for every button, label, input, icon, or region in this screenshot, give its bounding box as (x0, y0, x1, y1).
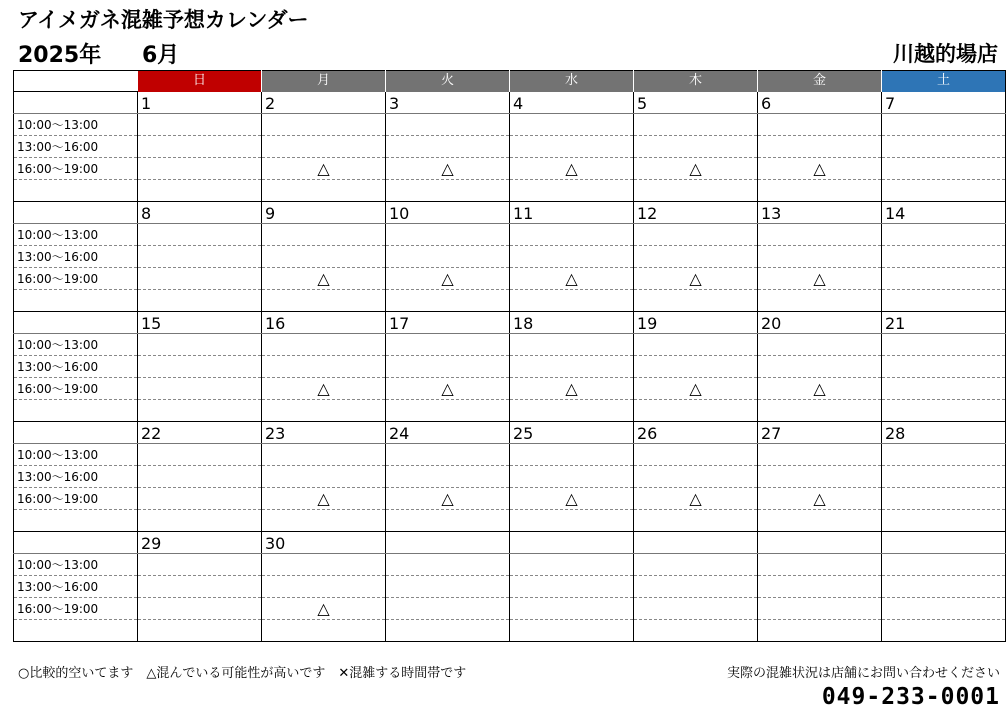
day-number: 13 (758, 202, 882, 224)
crowd-mark (510, 180, 634, 202)
crowd-mark (882, 224, 1006, 246)
day-number: 23 (262, 422, 386, 444)
crowd-mark (634, 180, 758, 202)
crowd-mark (758, 290, 882, 312)
crowd-mark (882, 290, 1006, 312)
day-number: 30 (262, 532, 386, 554)
crowd-mark: △ (634, 158, 758, 180)
crowd-mark (510, 334, 634, 356)
crowd-mark (510, 620, 634, 642)
crowd-mark (262, 444, 386, 466)
time-slot-row (14, 224, 1006, 246)
time-slot-label: 13:00～16:00 (14, 466, 138, 488)
time-slot-label: 10:00～13:00 (14, 224, 138, 246)
crowd-mark: △ (262, 598, 386, 620)
crowd-mark (262, 246, 386, 268)
crowd-mark (634, 114, 758, 136)
month-label: 6月 (142, 43, 180, 68)
crowd-mark (510, 356, 634, 378)
time-slot-label: 16:00～19:00 (14, 268, 138, 290)
time-slot-label: 16:00～19:00 (14, 378, 138, 400)
crowd-mark (138, 246, 262, 268)
day-number: 9 (262, 202, 386, 224)
crowd-mark (138, 510, 262, 532)
crowd-mark (510, 576, 634, 598)
weekday-header: 土 (882, 71, 1006, 92)
crowd-mark (510, 114, 634, 136)
time-slot-label: 16:00～19:00 (14, 488, 138, 510)
time-slot-row (14, 620, 1006, 642)
day-number: 27 (758, 422, 882, 444)
weekday-header: 火 (386, 71, 510, 92)
day-number: 8 (138, 202, 262, 224)
crowd-mark (634, 510, 758, 532)
day-number (386, 532, 510, 554)
time-slot-label: 10:00～13:00 (14, 114, 138, 136)
phone-number: 049-233-0001 (821, 684, 1000, 710)
crowd-mark (882, 488, 1006, 510)
day-number: 29 (138, 532, 262, 554)
crowd-mark (138, 378, 262, 400)
crowd-mark (138, 488, 262, 510)
crowd-mark (634, 444, 758, 466)
week-day-numbers-row (14, 532, 1006, 554)
crowd-mark: △ (510, 268, 634, 290)
weekday-header-row (14, 71, 1006, 92)
crowd-mark (510, 224, 634, 246)
crowd-mark (634, 334, 758, 356)
legend-text: ○比較的空いてます △混んでいる可能性が高いです ✕混雑する時間帯です (18, 666, 467, 681)
crowd-mark (758, 444, 882, 466)
crowd-mark (262, 290, 386, 312)
crowd-mark (510, 136, 634, 158)
crowd-mark (386, 180, 510, 202)
time-slot-row (14, 554, 1006, 576)
crowd-mark: △ (510, 378, 634, 400)
crowd-mark (386, 136, 510, 158)
crowd-mark: △ (510, 488, 634, 510)
time-slot-row (14, 576, 1006, 598)
crowd-mark (138, 554, 262, 576)
crowd-mark (510, 400, 634, 422)
day-number: 7 (882, 92, 1006, 114)
time-slot-label: 10:00～13:00 (14, 334, 138, 356)
time-slot-row (14, 510, 1006, 532)
crowd-mark (882, 114, 1006, 136)
day-number: 14 (882, 202, 1006, 224)
day-number: 1 (138, 92, 262, 114)
crowd-mark (758, 400, 882, 422)
time-slot-label (14, 290, 138, 312)
day-number: 15 (138, 312, 262, 334)
day-number: 3 (386, 92, 510, 114)
crowd-mark (510, 246, 634, 268)
week-day-numbers-row (14, 92, 1006, 114)
day-number: 17 (386, 312, 510, 334)
day-number: 25 (510, 422, 634, 444)
crowd-mark (138, 334, 262, 356)
crowd-mark (138, 158, 262, 180)
crowd-mark (510, 598, 634, 620)
crowd-mark (386, 510, 510, 532)
day-number: 18 (510, 312, 634, 334)
time-slot-row (14, 488, 1006, 510)
crowd-mark: △ (758, 378, 882, 400)
time-slot-label: 10:00～13:00 (14, 444, 138, 466)
crowd-mark (262, 576, 386, 598)
crowd-mark (634, 356, 758, 378)
crowd-mark (634, 246, 758, 268)
crowd-mark: △ (634, 378, 758, 400)
crowd-mark (758, 114, 882, 136)
crowd-mark (882, 510, 1006, 532)
crowd-mark (386, 466, 510, 488)
time-slot-row (14, 444, 1006, 466)
crowd-mark (758, 598, 882, 620)
time-slot-label (14, 620, 138, 642)
day-number (882, 532, 1006, 554)
crowd-mark (882, 554, 1006, 576)
crowd-mark (882, 400, 1006, 422)
crowd-mark (262, 136, 386, 158)
crowd-mark (510, 444, 634, 466)
week-day-numbers-row (14, 422, 1006, 444)
crowd-mark (386, 620, 510, 642)
crowd-mark (510, 290, 634, 312)
crowd-mark (882, 246, 1006, 268)
crowd-mark (634, 224, 758, 246)
crowd-mark (758, 466, 882, 488)
day-number (510, 532, 634, 554)
row-label-cell (14, 202, 138, 224)
crowd-mark (138, 136, 262, 158)
row-label-cell (14, 422, 138, 444)
crowd-mark (386, 246, 510, 268)
time-slot-row (14, 334, 1006, 356)
row-label-cell (14, 312, 138, 334)
crowd-mark (386, 290, 510, 312)
day-number: 26 (634, 422, 758, 444)
week-day-numbers-row (14, 312, 1006, 334)
header-corner-cell (14, 71, 138, 92)
crowd-mark (882, 620, 1006, 642)
time-slot-label: 13:00～16:00 (14, 246, 138, 268)
time-slot-row (14, 400, 1006, 422)
contact-note: 実際の混雑状況は店舗にお問い合わせください (726, 666, 1000, 681)
crowd-mark (634, 466, 758, 488)
crowd-mark (882, 334, 1006, 356)
crowd-mark (262, 224, 386, 246)
crowd-mark (262, 510, 386, 532)
time-slot-row (14, 136, 1006, 158)
crowd-mark (138, 356, 262, 378)
time-slot-label: 13:00～16:00 (14, 136, 138, 158)
crowd-mark (758, 554, 882, 576)
crowd-mark (262, 356, 386, 378)
crowd-mark (634, 620, 758, 642)
crowd-mark (138, 268, 262, 290)
crowd-mark (138, 466, 262, 488)
calendar-table (13, 70, 1006, 642)
crowd-mark (386, 554, 510, 576)
day-number: 2 (262, 92, 386, 114)
crowd-mark (510, 510, 634, 532)
time-slot-label (14, 180, 138, 202)
row-label-cell (14, 92, 138, 114)
crowd-mark (758, 246, 882, 268)
crowd-mark (634, 136, 758, 158)
crowd-mark: △ (262, 158, 386, 180)
time-slot-label: 10:00～13:00 (14, 554, 138, 576)
crowd-mark (882, 598, 1006, 620)
crowd-mark (386, 598, 510, 620)
crowd-mark (138, 598, 262, 620)
crowd-mark (882, 466, 1006, 488)
time-slot-label (14, 400, 138, 422)
year-label: 2025年 (18, 43, 102, 68)
crowd-mark: △ (386, 378, 510, 400)
row-label-cell (14, 532, 138, 554)
time-slot-row (14, 290, 1006, 312)
crowd-mark (386, 576, 510, 598)
day-number: 10 (386, 202, 510, 224)
day-number: 24 (386, 422, 510, 444)
crowd-mark (758, 510, 882, 532)
time-slot-label: 13:00～16:00 (14, 576, 138, 598)
crowd-mark (758, 136, 882, 158)
day-number: 11 (510, 202, 634, 224)
day-number: 6 (758, 92, 882, 114)
crowd-mark: △ (758, 268, 882, 290)
crowd-mark (386, 224, 510, 246)
day-number (758, 532, 882, 554)
crowd-mark (882, 180, 1006, 202)
crowd-mark (510, 466, 634, 488)
crowd-mark (634, 554, 758, 576)
time-slot-label (14, 510, 138, 532)
time-slot-label: 13:00～16:00 (14, 356, 138, 378)
crowd-mark (634, 576, 758, 598)
crowd-mark (138, 400, 262, 422)
crowd-mark (262, 334, 386, 356)
crowd-mark: △ (510, 158, 634, 180)
crowd-mark (262, 180, 386, 202)
time-slot-row (14, 268, 1006, 290)
crowd-mark (262, 554, 386, 576)
day-number: 16 (262, 312, 386, 334)
time-slot-row (14, 598, 1006, 620)
crowd-mark (138, 224, 262, 246)
time-slot-row (14, 114, 1006, 136)
crowd-mark (386, 334, 510, 356)
crowd-mark (882, 136, 1006, 158)
crowd-mark (386, 400, 510, 422)
day-number: 20 (758, 312, 882, 334)
crowd-mark (758, 576, 882, 598)
crowd-mark (138, 576, 262, 598)
crowd-mark: △ (386, 488, 510, 510)
crowd-mark (510, 554, 634, 576)
crowd-mark (758, 224, 882, 246)
day-number: 12 (634, 202, 758, 224)
crowd-mark (882, 444, 1006, 466)
crowd-mark (262, 400, 386, 422)
crowd-mark: △ (262, 378, 386, 400)
crowd-mark (386, 114, 510, 136)
time-slot-label: 16:00～19:00 (14, 598, 138, 620)
time-slot-row (14, 466, 1006, 488)
crowd-mark (634, 598, 758, 620)
day-number: 28 (882, 422, 1006, 444)
day-number: 5 (634, 92, 758, 114)
crowd-mark (262, 466, 386, 488)
crowd-mark (882, 268, 1006, 290)
crowd-mark: △ (758, 158, 882, 180)
day-number: 4 (510, 92, 634, 114)
day-number: 22 (138, 422, 262, 444)
time-slot-row (14, 246, 1006, 268)
crowd-mark (138, 444, 262, 466)
crowd-mark (882, 576, 1006, 598)
crowd-mark (882, 158, 1006, 180)
weekday-header: 月 (262, 71, 386, 92)
crowd-mark (386, 444, 510, 466)
day-number: 21 (882, 312, 1006, 334)
page-title: アイメガネ混雑予想カレンダー (18, 8, 309, 32)
week-day-numbers-row (14, 202, 1006, 224)
crowd-mark (758, 180, 882, 202)
crowd-mark: △ (634, 488, 758, 510)
crowd-mark (882, 356, 1006, 378)
time-slot-row (14, 378, 1006, 400)
crowd-mark (882, 378, 1006, 400)
store-name: 川越的場店 (893, 42, 998, 66)
crowd-mark (634, 290, 758, 312)
weekday-header: 水 (510, 71, 634, 92)
weekday-header: 金 (758, 71, 882, 92)
crowd-mark (138, 180, 262, 202)
time-slot-row (14, 180, 1006, 202)
time-slot-row (14, 356, 1006, 378)
crowd-mark (386, 356, 510, 378)
day-number: 19 (634, 312, 758, 334)
crowd-mark: △ (262, 268, 386, 290)
time-slot-row (14, 158, 1006, 180)
crowd-mark (138, 114, 262, 136)
crowd-mark (262, 620, 386, 642)
weekday-header: 日 (138, 71, 262, 92)
crowd-mark (634, 400, 758, 422)
crowd-mark: △ (262, 488, 386, 510)
crowd-mark (758, 334, 882, 356)
time-slot-label: 16:00～19:00 (14, 158, 138, 180)
crowd-mark (138, 620, 262, 642)
weekday-header: 木 (634, 71, 758, 92)
crowd-mark (262, 114, 386, 136)
crowd-mark (138, 290, 262, 312)
crowd-mark: △ (634, 268, 758, 290)
crowd-mark: △ (758, 488, 882, 510)
crowd-mark (758, 356, 882, 378)
crowd-mark (758, 620, 882, 642)
crowd-mark: △ (386, 268, 510, 290)
crowd-mark: △ (386, 158, 510, 180)
day-number (634, 532, 758, 554)
